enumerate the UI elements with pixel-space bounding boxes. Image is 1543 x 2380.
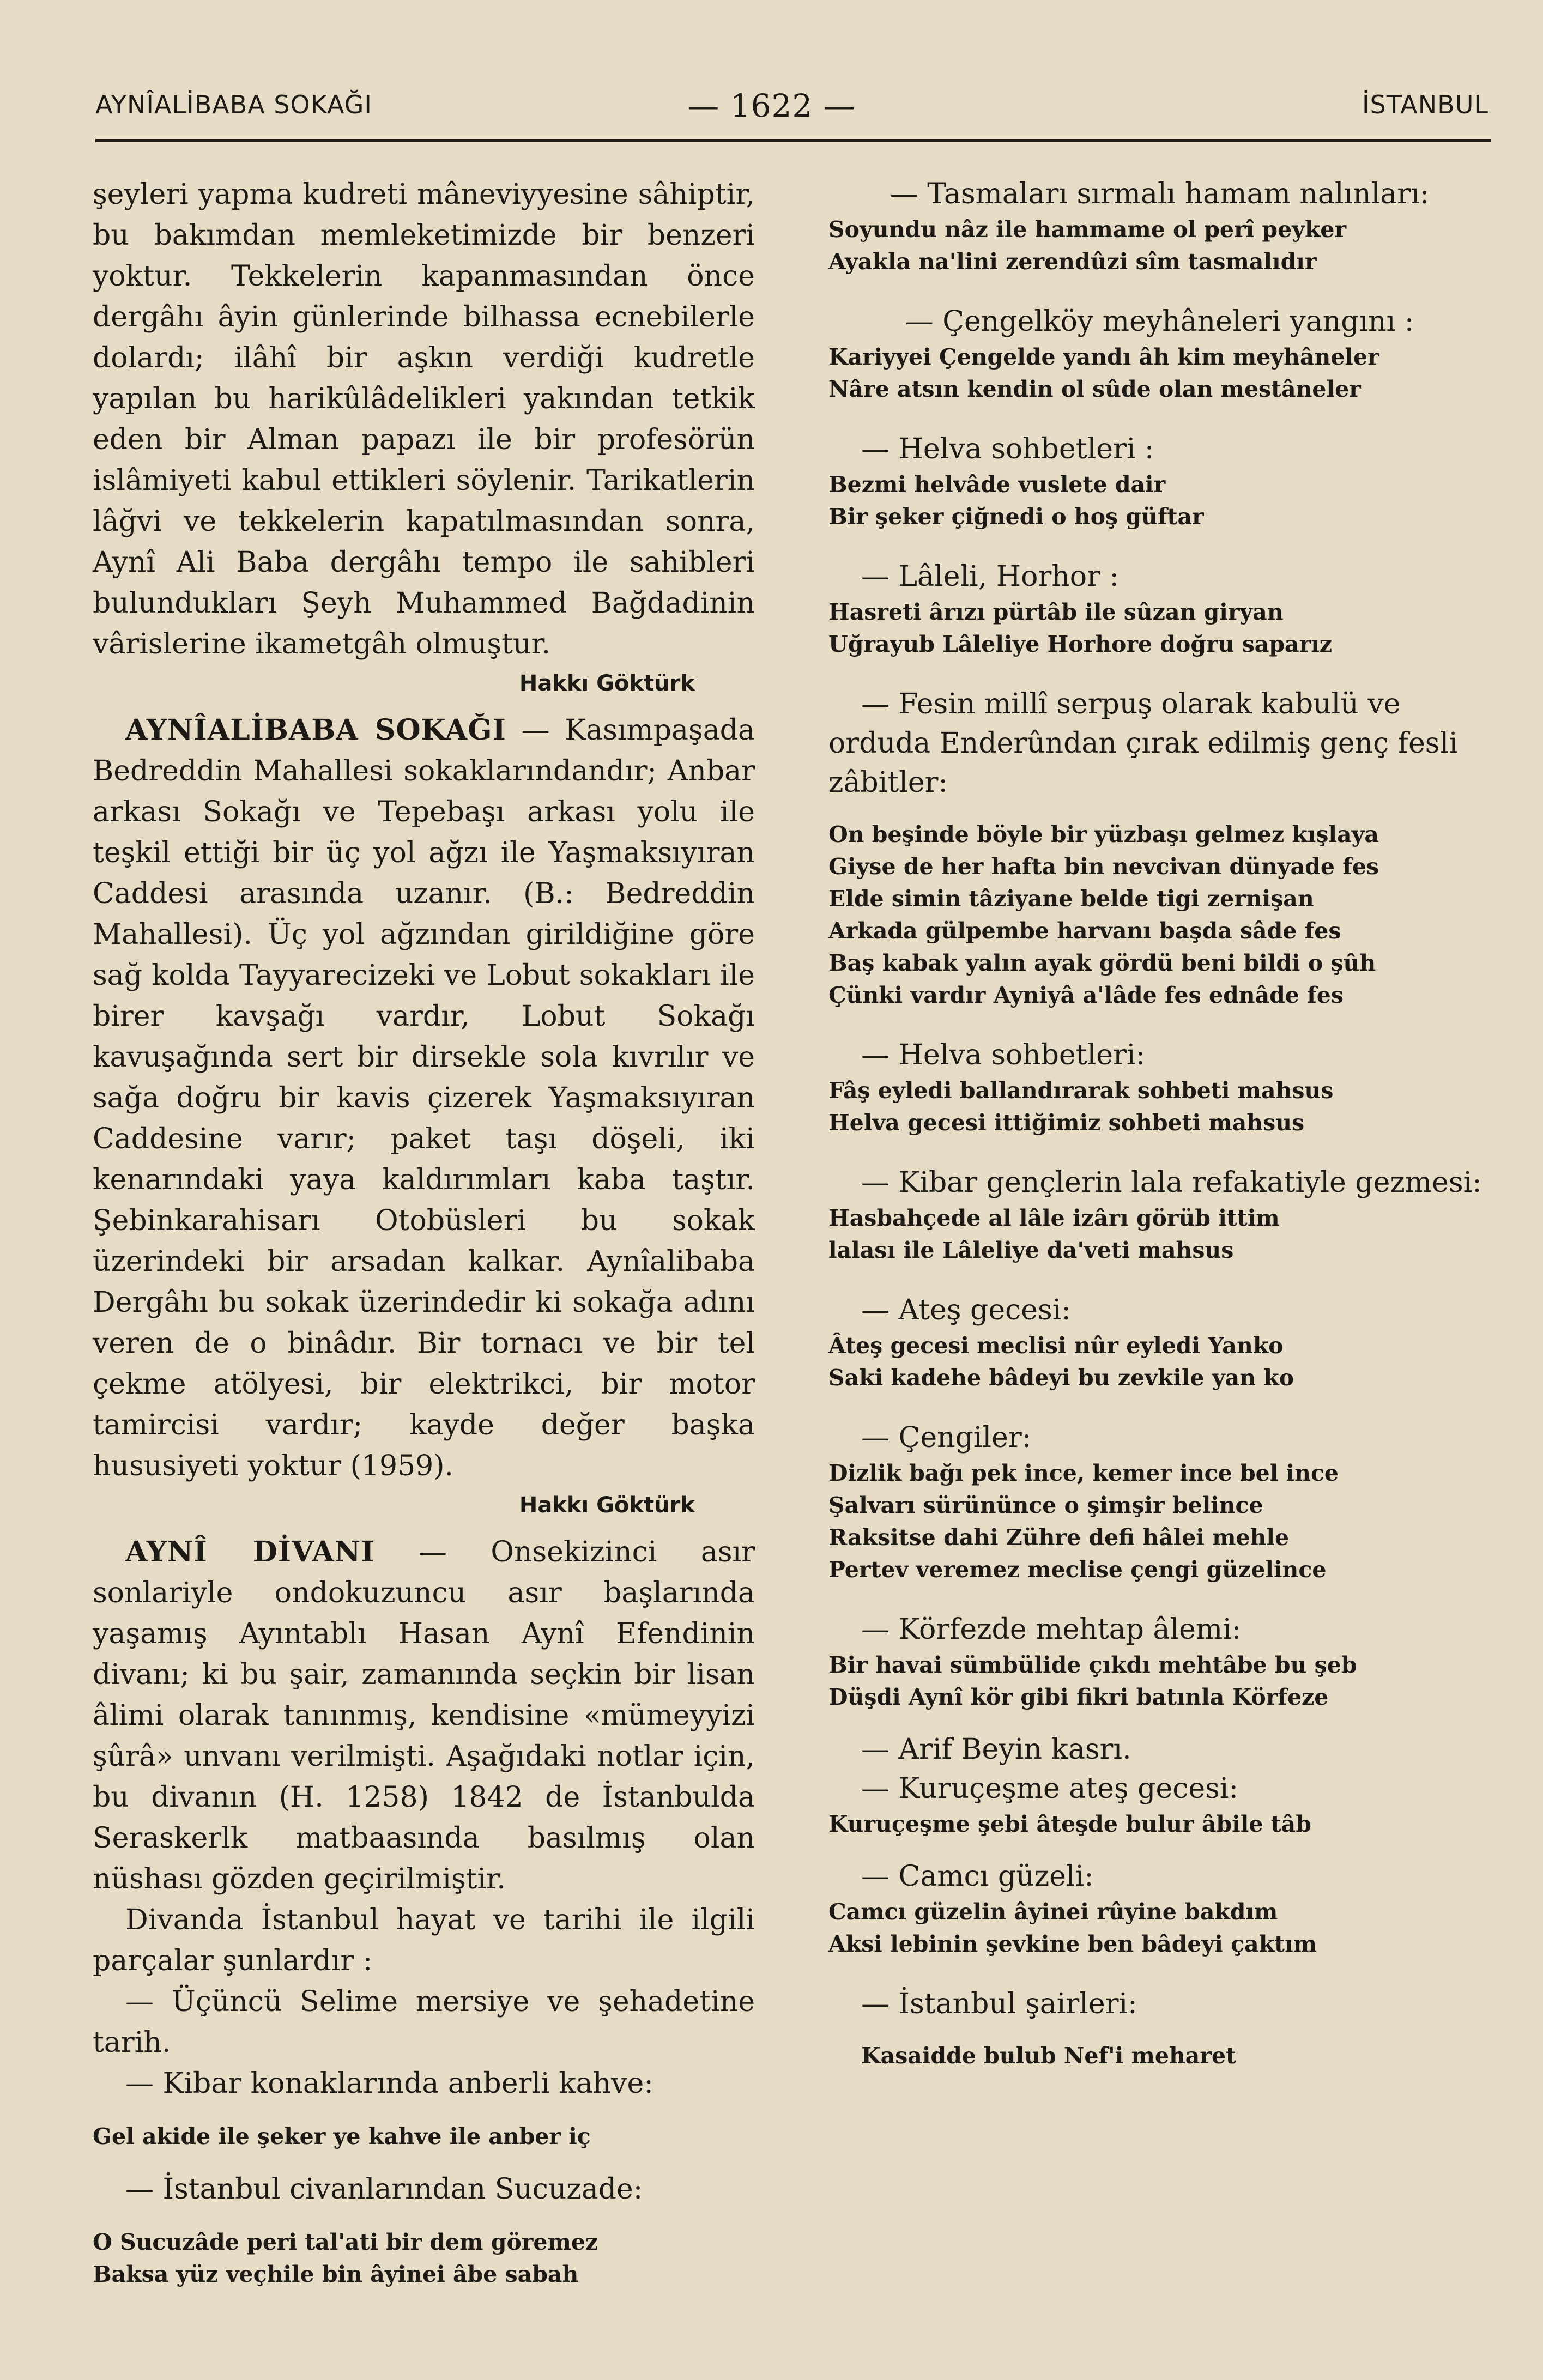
dash-item: — Çengelköy meyhâneleri yangını : [905,305,1414,338]
verse-line: Hasbahçede al lâle izârı görüb ittim [828,1205,1280,1231]
author-signature: Hakkı Göktürk [519,1493,695,1518]
verse-line: Bir şeker çiğnedi o hoş güftar [828,504,1204,530]
verse-line: Aksi lebinin şevkine ben bâdeyi çaktım [828,1931,1317,1957]
entry-aynialibaba-sokagi [93,710,755,1487]
dash-item: — Camcı güzeli: [861,1860,1094,1893]
verse-line: Soyundu nâz ile hammame ol perî peyker [828,216,1347,243]
dash-item: — İstanbul şairleri: [861,1988,1137,2020]
dash-item: — Helva sohbetleri: [861,1039,1146,1071]
verse-line: Kariyyei Çengelde yandı âh kim meyhâneler [828,344,1379,370]
verse-line: Pertev veremez meclise çengi güzelince [828,1557,1327,1583]
verse-line: Bir havai sümbülide çıkdı mehtâbe bu şeb [828,1652,1357,1678]
verse-line: Camcı güzelin âyinei rûyine bakdım [828,1899,1278,1925]
running-head-left: AYNÎALİBABA SOKAĞI [95,90,372,119]
verse-line: Raksitse dahi Zühre defi hâlei mehle [828,1524,1290,1551]
entry-text: — Onsekizinci asır sonlariyle ondokuzuncu asır başlarında yaşamış Ayıntablı Hasan Aynî Efendinin divanı; ki bu şair, zamanında seçkin bir lisan âlimi olarak tanınmış, kendisine «mümeyyizi şûrâ» unvanı verilmişti. Aşağıdaki notlar için, bu divanın (H. 1258) 1842 de İstanbulda Seraskerlk matbaasında basılmış olan nüshası gözden geçirilmiştir. [93,1536,755,1895]
verse-line: Arkada gülpembe harvanı başda sâde fes [828,918,1341,944]
verse-line: lalası ile Lâleliye da'veti mahsus [828,1237,1234,1263]
entry-title: AYNÎALİBABA SOKAĞI [125,713,506,747]
verse-line: Giyse de her hafta bin nevcivan dünyade fes [828,853,1379,880]
paragraph: Divanda İstanbul hayat ve tarihi ile ilgili parçalar şunlardır : [93,1904,755,1977]
page-number: — 1622 — [687,87,856,124]
dash-item: — Tasmaları sırmalı hamam nalınları: [890,178,1430,210]
dash-item: — Fesin millî serpuş olarak kabulü ve orduda Enderûndan çırak edilmiş genç fesli zâbitler: [828,688,1458,799]
verse-line: Elde simin tâziyane belde tigi zernişan [828,886,1314,912]
verse-line: Gel akide ile şeker ye kahve ile anber iç [93,2123,591,2149]
verse-line: Kasaidde bulub Nef'i meharet [861,2043,1236,2069]
dash-item: — Çengiler: [861,1421,1032,1454]
verse-line: Şalvarı sürününce o şimşir belince [828,1492,1263,1518]
dash-item: — Üçüncü Selime mersiye ve şehadetine tarih. [93,1985,755,2059]
verse-line: Baksa yüz veçhile bin âyinei âbe sabah [93,2261,579,2287]
verse-line: On beşinde böyle bir yüzbaşı gelmez kışlaya [828,821,1379,847]
verse-line: Dizlik bağı pek ince, kemer ince bel ince [828,1460,1339,1486]
verse-line: Baş kabak yalın ayak gördü beni bildi o şûh [828,950,1376,976]
dash-item: — Kuruçeşme ateş gecesi: [861,1772,1238,1805]
verse-line: Düşdi Aynî kör gibi fikri batınla Körfeze [828,1684,1329,1710]
dash-item: — Ateş gecesi: [861,1294,1071,1327]
left-column [93,174,755,2291]
right-column [828,174,1491,2072]
running-head-right: İSTANBUL [1362,90,1488,119]
verse-line: Kuruçeşme şebi âteşde bulur âbile tâb [828,1811,1311,1837]
entry-ayni-divani [93,1531,755,1900]
verse-line: Ayakla na'lini zerendûzi sîm tasmalıdır [828,249,1317,275]
dash-item: — Arif Beyin kasrı. [861,1733,1131,1766]
dash-item: — Kibar konaklarında anberli kahve: [125,2067,653,2100]
verse-line: Fâş eyledi ballandırarak sohbeti mahsus [828,1077,1334,1104]
dash-item: — Lâleli, Horhor : [861,560,1120,593]
verse-line: Helva gecesi ittiğimiz sohbeti mahsus [828,1110,1305,1136]
dash-item: — Körfezde mehtap âlemi: [861,1613,1242,1646]
entry-text: — Kasımpaşada Bedreddin Mahallesi sokaklarındandır; Anbar arkası Sokağı ve Tepebaşı arkası yolu ile teşkil ettiği bir üç yol ağzı ile Yaşmaksıyıran Caddesi arasında uzanır. (B.: Bedreddin Mahallesi). Üç yol ağzından girildiğine göre sağ kolda Tayyarecizeki ve Lobut sokakları ile birer kavşağı vardır, Lobut Sokağı kavuşağında sert bir dirsekle sola kıvrılır ve sağa doğru bir kavis çizerek Yaşmaksıyıran Caddesine varır; paket taşı döşeli, iki kenarındaki yaya kaldırımları kaba taştır. Şebinkarahisarı Otobüsleri bu sokak üzerindeki bir arsadan kalkar. Aynîalibaba Dergâhı bu sokak üzerindedir ki sokağa adını veren de o binâdır. Bir tornacı ve bir tel çekme atölyesi, bir elektrikci, bir motor tamircisi vardır; kayde değer başka hususiyeti yoktur (1959). [93,714,755,1482]
verse-line: Uğrayub Lâleliye Horhore doğru saparız [828,631,1333,657]
verse-line: Çünki vardır Ayniyâ a'lâde fes ednâde fes [828,982,1344,1008]
paragraph: şeyleri yapma kudreti mâneviyyesine sâhiptir, bu bakımdan memleketimizde bir benzeri yoktur. Tekkelerin kapanmasından önce dergâhı âyin günlerinde bilhassa ecnebilerle dolardı; ilâhî bir aşkın verdiği kudretle yapılan bu harikûlâdelikleri yakından tetkik eden bir Alman papazı ile bir profesörün islâmiyeti kabul ettikleri söylenir. Tarikatlerin lâğvi ve tekkelerin kapatılmasından sonra, Aynî Ali Baba dergâhı tempo ile sahibleri bulundukları Şeyh Muhammed Bağdadinin vârislerine ikametgâh olmuştur. [93,178,755,661]
dash-item: — Kibar gençlerin lala refakatiyle gezmesi: [861,1166,1482,1199]
dash-item: — İstanbul civanlarından Sucuzade: [125,2173,643,2206]
author-signature: Hakkı Göktürk [519,671,695,696]
verse-line: Âteş gecesi meclisi nûr eyledi Yanko [828,1333,1284,1359]
verse-line: Saki kadehe bâdeyi bu zevkile yan ko [828,1365,1294,1391]
verse-line: Bezmi helvâde vuslete dair [828,471,1166,498]
entry-title: AYNÎ DİVANI [125,1535,375,1569]
verse-line: Hasreti ârızı pürtâb ile sûzan giryan [828,599,1284,625]
verse-line: O Sucuzâde peri tal'ati bir dem göremez [93,2229,598,2255]
header-rule [95,139,1491,142]
dash-item: — Helva sohbetleri : [861,433,1154,465]
verse-line: Nâre atsın kendin ol sûde olan mestâneler [828,376,1361,402]
